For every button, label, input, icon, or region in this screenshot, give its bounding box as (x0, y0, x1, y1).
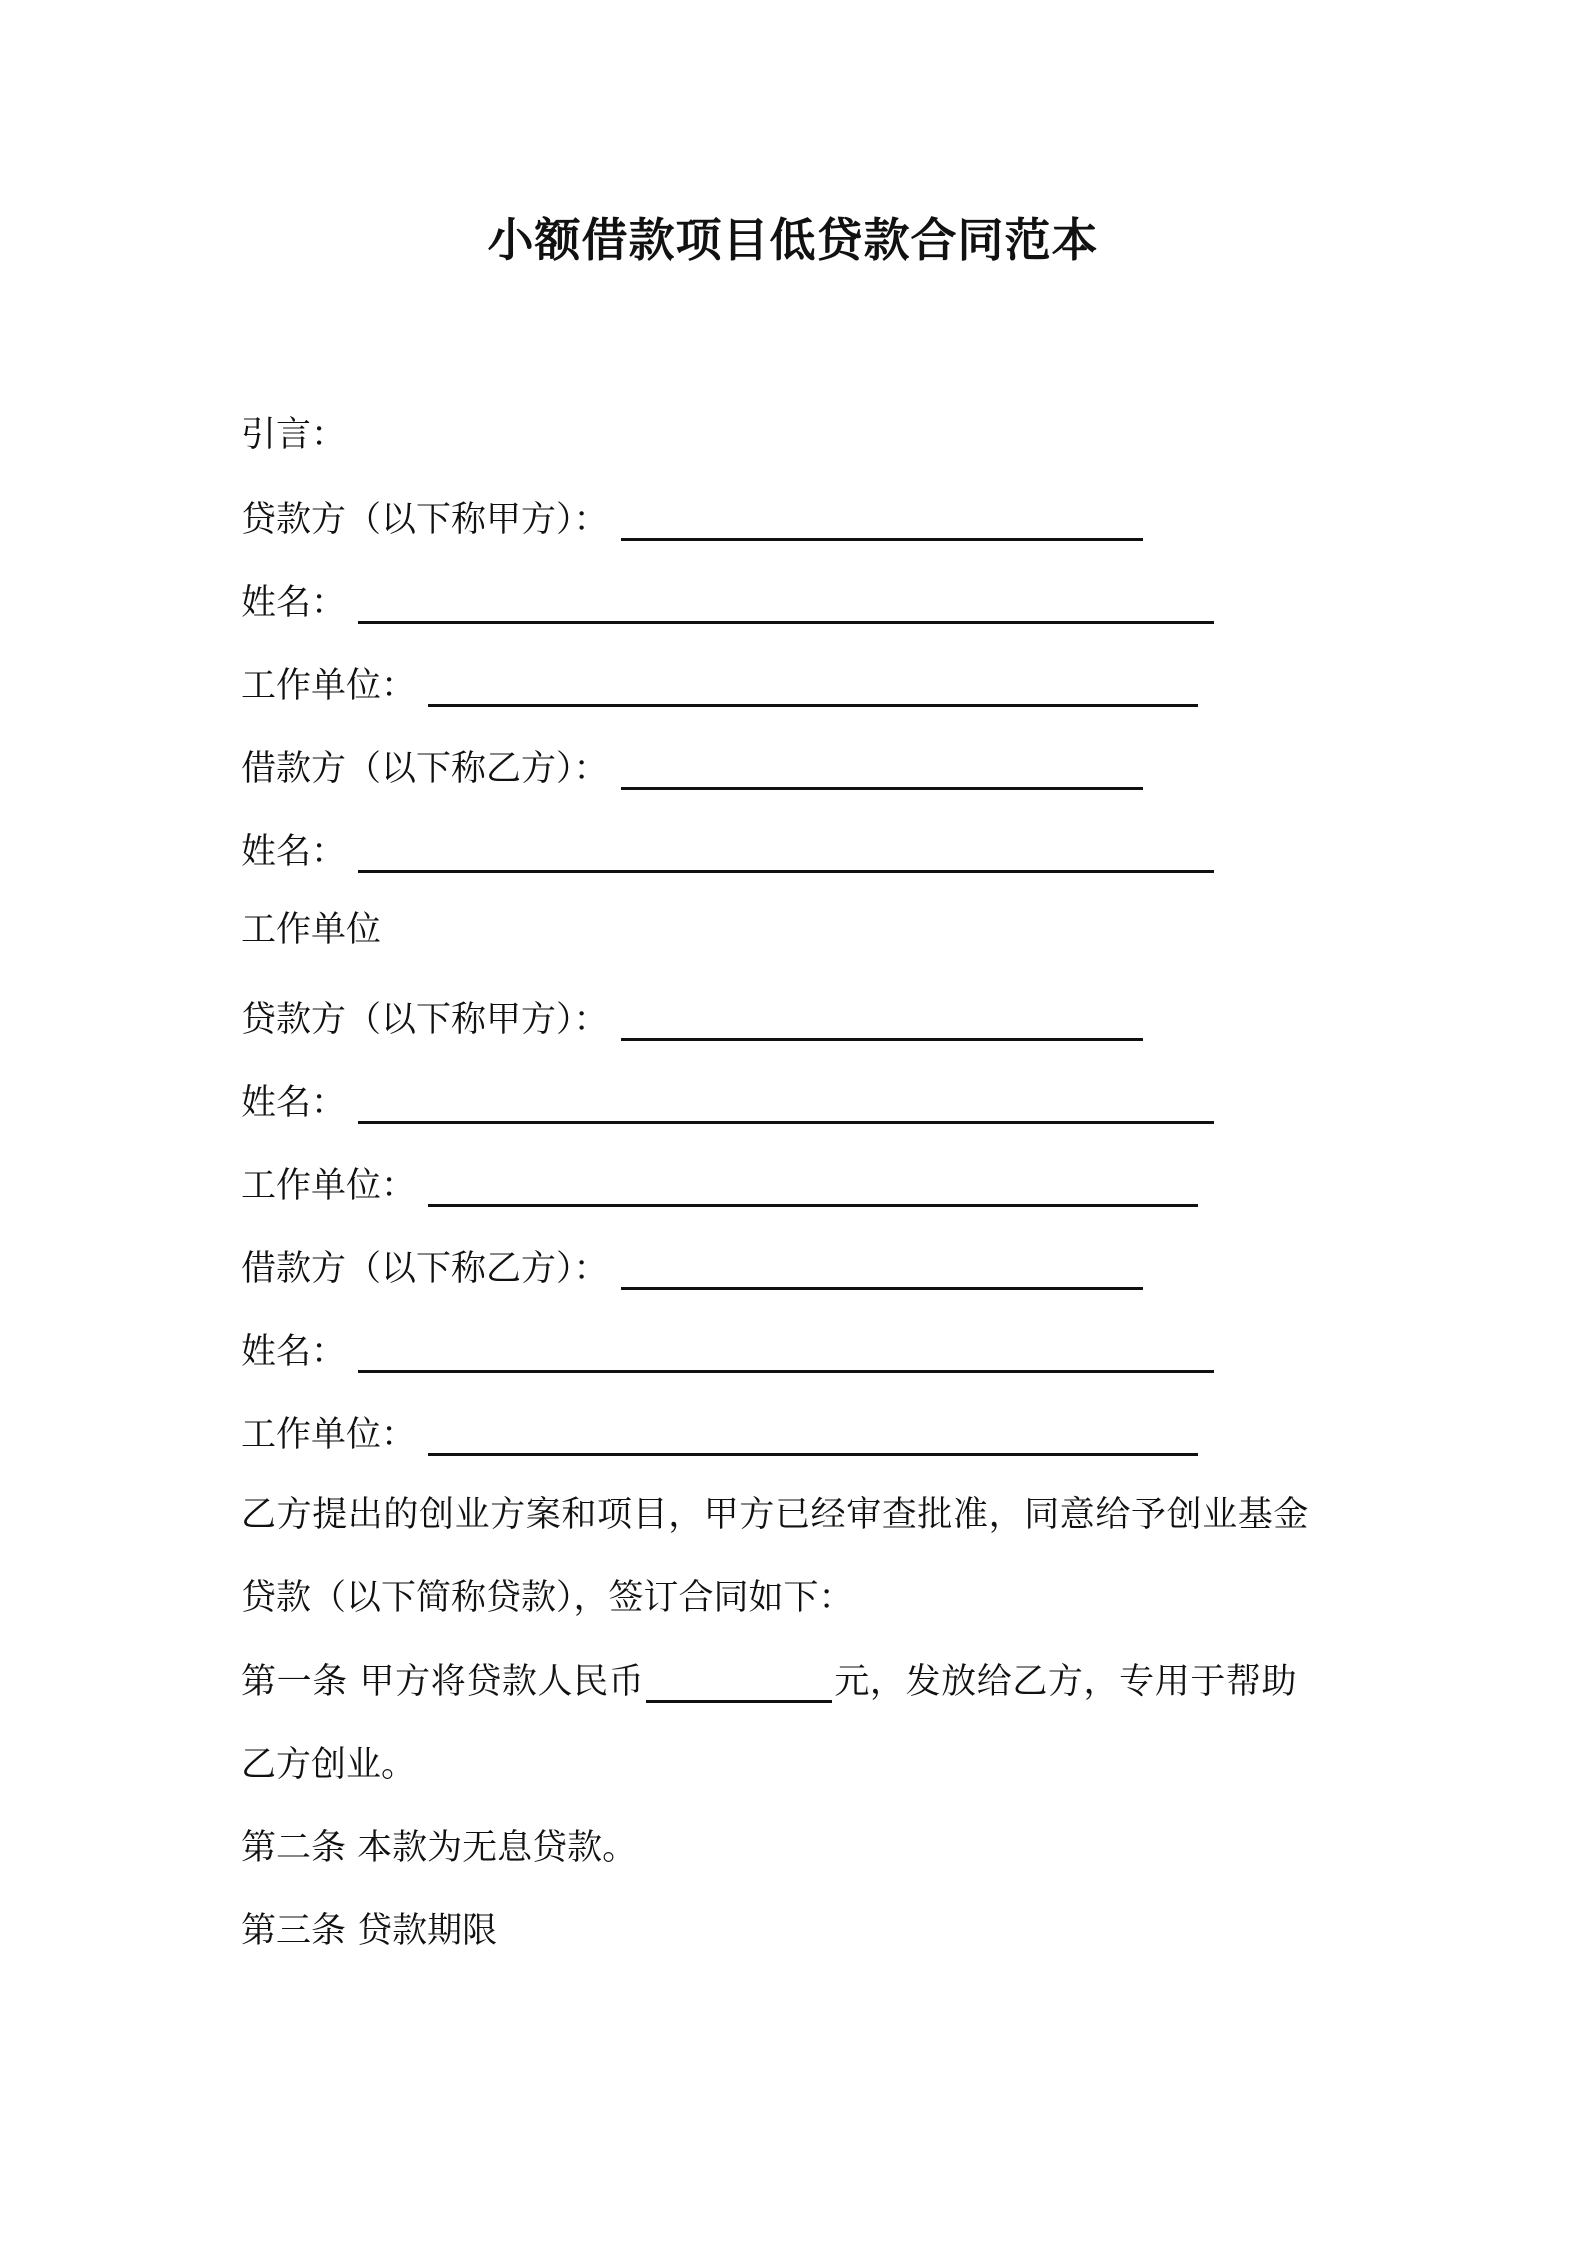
lender-work-blank[interactable] (428, 1166, 1198, 1207)
borrower-label: 借款方（以下称乙方）： (241, 1249, 609, 1289)
work-unit-label: 工作单位： (241, 1415, 417, 1455)
lender-name-line-1 (241, 578, 1214, 628)
lender-line-2 (241, 995, 1143, 1045)
borrower-name-line-1 (241, 827, 1214, 877)
article-3: 第三条 贷款期限 (241, 1911, 498, 1951)
article-2: 第二条 本款为无息贷款。 (241, 1828, 638, 1868)
article-1-line-1 (241, 1657, 1297, 1707)
lender-work-blank[interactable] (428, 666, 1198, 707)
lender-name-blank[interactable] (358, 1083, 1214, 1124)
borrower-work-line-2 (241, 1410, 1198, 1460)
lender-line-1 (241, 495, 1143, 545)
name-label: 姓名： (241, 583, 347, 623)
article-1-text-a: 第一条 甲方将贷款人民币 (241, 1662, 645, 1702)
borrower-label: 借款方（以下称乙方）： (241, 749, 609, 789)
work-unit-label: 工作单位： (241, 1166, 417, 1206)
name-label: 姓名： (241, 832, 347, 872)
name-label: 姓名： (241, 1083, 347, 1123)
borrower-name-blank[interactable] (358, 832, 1214, 873)
loan-amount-blank[interactable] (646, 1662, 832, 1703)
lender-label: 贷款方（以下称甲方）： (241, 500, 609, 540)
borrower-work-blank[interactable] (428, 1415, 1198, 1456)
intro-label: 引言： (241, 415, 347, 455)
borrower-line-1 (241, 744, 1143, 794)
lender-work-line-2 (241, 1161, 1198, 1211)
lender-label: 贷款方（以下称甲方）： (241, 1000, 609, 1040)
borrower-blank[interactable] (621, 749, 1143, 790)
borrower-name-line-2 (241, 1327, 1214, 1377)
name-label: 姓名： (241, 1332, 347, 1372)
lender-name-blank[interactable] (358, 583, 1214, 624)
lender-name-line-2 (241, 1078, 1214, 1128)
work-unit-plain-line (241, 905, 381, 955)
borrower-name-blank[interactable] (358, 1332, 1214, 1373)
lender-blank[interactable] (621, 500, 1143, 541)
paragraph-1-line-1: 乙方提出的创业方案和项目，甲方已经审查批准，同意给予创业基金 (241, 1495, 1310, 1535)
paragraph-1-line-2: 贷款（以下简称贷款），签订合同如下： (241, 1578, 854, 1618)
article-1-text-b: 元，发放给乙方，专用于帮助 (834, 1662, 1298, 1702)
borrower-blank[interactable] (621, 1249, 1143, 1290)
borrower-line-2 (241, 1244, 1143, 1294)
lender-work-line-1 (241, 661, 1198, 711)
work-unit-plain: 工作单位 (241, 910, 382, 950)
document-title: 小额借款项目低贷款合同范本 (487, 213, 1099, 267)
work-unit-label: 工作单位： (241, 666, 417, 706)
intro-line (241, 410, 346, 460)
article-1-line-2: 乙方创业。 (241, 1745, 417, 1785)
lender-blank[interactable] (621, 1000, 1143, 1041)
